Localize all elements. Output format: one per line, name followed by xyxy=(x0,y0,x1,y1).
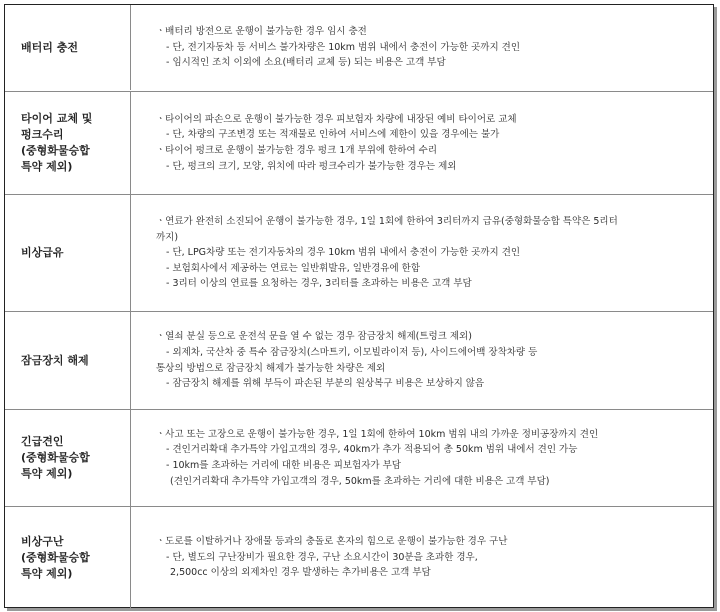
table-row-fuel xyxy=(5,194,713,311)
bullet-line: ㆍ배터리 방전으로 운행이 불가능한 경우 임시 충전 xyxy=(156,26,367,38)
bullet-line: ㆍ타이어의 파손으로 운행이 불가능한 경우 피보험자 차량에 내장된 예비 타이어로 교체 xyxy=(156,113,517,125)
sub-line: - 임시적인 조치 이외에 소요(배터리 교체 등) 되는 비용은 고객 부담 xyxy=(166,57,446,69)
row-label-line: 배터리 충전 xyxy=(21,40,78,54)
bullet-line: 까지) xyxy=(156,231,179,243)
row-label xyxy=(5,92,131,194)
row-label-line: 특약 제외) xyxy=(21,160,73,173)
table-row-tire xyxy=(5,91,713,194)
sub-line: - 단, 별도의 구난장비가 필요한 경우, 구난 소요시간이 30분을 초과한 경우, xyxy=(166,551,478,563)
row-label-line: 특약 제외) xyxy=(21,566,73,580)
sub-line: - 3리터 이상의 연료를 요청하는 경우, 3리터를 초과하는 비용은 고객 부담 xyxy=(166,278,472,290)
sub-line: - 단, 전기자동차 등 서비스 불가차량은 10km 범위 내에서 충전이 가능한 곳까지 견인 xyxy=(166,41,521,53)
table-row-towing xyxy=(5,409,713,506)
row-label-line: (중형화물승합 xyxy=(21,144,90,157)
bullet-line: ㆍ도로를 이탈하거나 장애물 등과의 충돌로 혼자의 힘으로 운행이 불가능한 경우 구난 xyxy=(156,536,508,548)
bullet-line: ㆍ타이어 펑크로 운행이 불가능한 경우 펑크 1개 부위에 한하여 수리 xyxy=(156,145,438,156)
sub-line: - 단, 차량의 구조변경 또는 적재물로 인하여 서비스에 제한이 있을 경우에는 불가 xyxy=(166,129,500,141)
row-label-line: (중형화물승합 xyxy=(21,451,90,464)
table-row-lock xyxy=(5,311,713,409)
row-label xyxy=(5,507,131,608)
sub-line: - 보험회사에서 제공하는 연료는 일반휘발유, 일반경유에 한함 xyxy=(166,262,420,274)
table-row-rescue xyxy=(5,506,713,608)
row-content xyxy=(132,195,713,311)
sub-line: - 외제차, 국산차 중 특수 잠금장치(스마트키, 이모빌라이저 등), 사이드에어백 장착차량 등 xyxy=(166,346,538,358)
row-content xyxy=(132,92,713,194)
row-label xyxy=(5,195,131,311)
sub-line: - 10km를 초과하는 거리에 대한 비용은 피보험자가 부담 xyxy=(166,460,401,471)
sub-line: - 단, 펑크의 크기, 모양, 위치에 따라 펑크수리가 불가능한 경우는 제외 xyxy=(166,160,457,172)
sub-line: (견인거리확대 추가특약 가입고객의 경우, 50km를 초과하는 거리에 대한 비용은 고객 부담) xyxy=(170,475,550,487)
sub-line: - 잠금장치 해제를 위해 부득이 파손된 부분의 원상복구 비용은 보상하지 않음 xyxy=(166,378,485,390)
row-label-line: 긴급견인 xyxy=(21,435,64,448)
sub-line: - 단, LPG차량 또는 전기자동차의 경우 10km 범위 내에서 충전이 가능한 곳까지 견인 xyxy=(166,247,521,259)
row-label-line: 타이어 교체 및 xyxy=(21,112,93,125)
row-content xyxy=(132,507,713,608)
row-label-line: (중형화물승합 xyxy=(21,550,90,564)
row-content xyxy=(132,410,713,506)
row-label-line: 펑크수리 xyxy=(21,128,64,141)
sub-line: 2,500cc 이상의 외제차인 경우 발생하는 추가비용은 고객 부담 xyxy=(170,567,431,579)
service-table xyxy=(4,4,714,608)
row-label-line: 잠금장치 해제 xyxy=(21,353,89,367)
row-label xyxy=(5,5,131,90)
table-row-battery xyxy=(5,5,713,90)
bullet-line: ㆍ열쇠 분실 등으로 운전석 문을 열 수 없는 경우 잠금장치 해제(트렁크 제외) xyxy=(156,331,472,343)
bullet-line: ㆍ사고 또는 고장으로 운행이 불가능한 경우, 1일 1회에 한하여 10km 범위 내의 가까운 정비공장까지 견인 xyxy=(156,428,599,440)
row-label xyxy=(5,410,131,506)
sub-line: - 견인거리확대 추가특약 가입고객의 경우, 40km가 추가 적용되어 총 50km 범위 내에서 견인 가능 xyxy=(166,444,578,456)
row-label-line: 비상구난 xyxy=(21,534,64,548)
row-label-line: 비상급유 xyxy=(21,246,64,259)
row-label-line: 특약 제외) xyxy=(21,467,73,480)
bullet-line: 통상의 방법으로 잠금장치 해제가 불가능한 차량은 제외 xyxy=(156,362,386,374)
row-content xyxy=(132,312,713,409)
bullet-line: ㆍ연료가 완전히 소진되어 운행이 불가능한 경우, 1일 1회에 한하여 3리터까지 급유(중형화물승합 특약은 5리터 xyxy=(156,216,618,228)
row-content xyxy=(132,5,713,90)
row-label xyxy=(5,312,131,409)
